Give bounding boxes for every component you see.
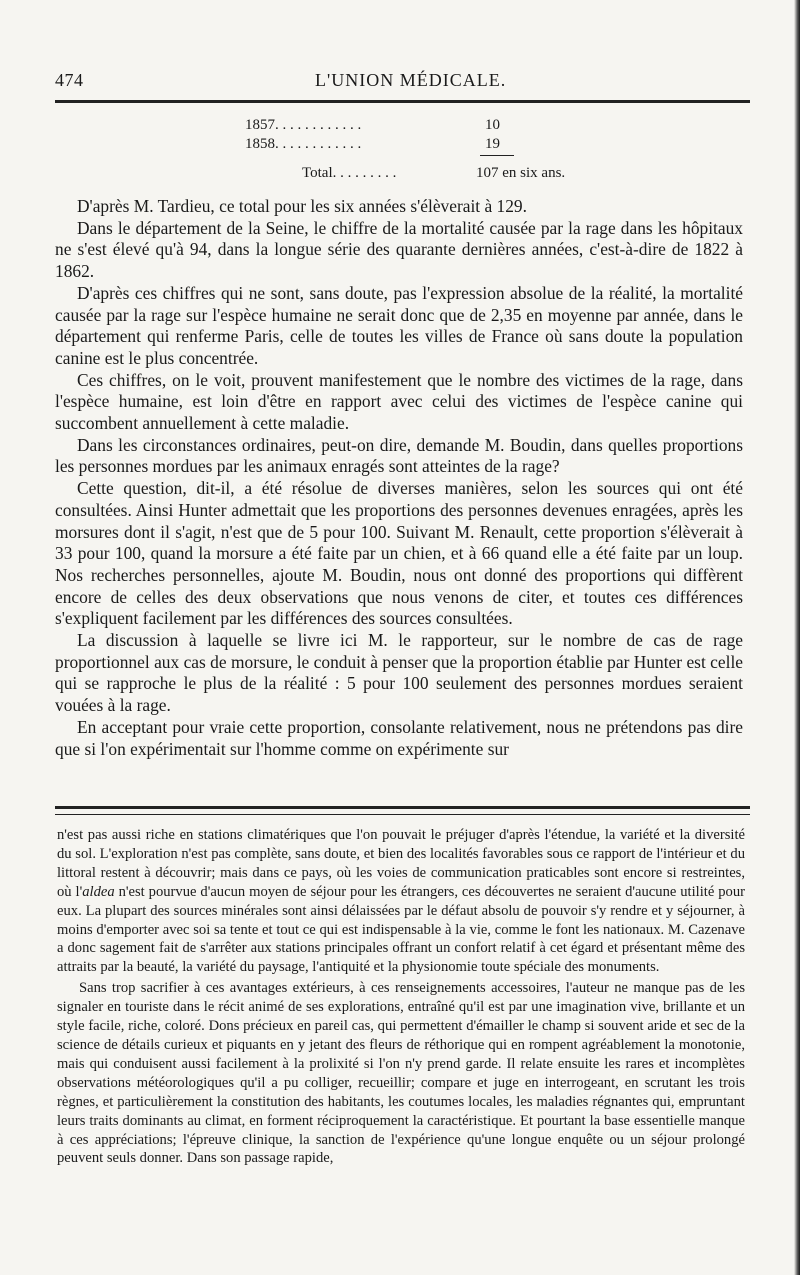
header-rule [55,100,750,103]
feuilleton-text [57,826,745,1168]
stat-value: 10 [485,117,500,133]
stat-row-1858 [245,136,500,153]
page-number: 474 [55,70,84,90]
paragraph: Cette question, dit-il, a été résolue de diverses manières, selon les sources qui ont été consultées. Ainsi Hunter admettait que les proportions des personnes devenues enragées, après les morsures dont il s'agit, n'est que de 5 pour 100. Suivant M. Renault, cette proportion s'élèverait à 33 pour 100, quand la morsure a été faite par un chien, et à 66 quand elle a été faite par un loup. Nos recherches personnelles, ajoute M. Boudin, nous ont donné des proportions qui diffèrent encore de celles des deux observations que nous venons de citer, et toutes ces différences s'expliquent facilement par les différences des sources consultées. [55,478,743,629]
paragraph: D'après ces chiffres qui ne sont, sans doute, pas l'expression absolue de la réalité, la mortalité causée par la rage sur l'espèce humaine ne serait donc que de 2,35 en moyenne par année, dans le département qui renferme Paris, celle de toutes les villes de France où sans doute la population canine est le plus concentrée. [55,282,743,368]
stat-label: 1857. . . . . . . . . . . . [245,117,362,133]
note-paragraph: Sans trop sacrifier à ces avantages extérieurs, à ces renseignements accessoires, l'auteur ne manque pas de les signaler en touriste dans le récit animé de ses explorations, entraîné qu'il est par une imagination vive, brillante et un style facile, riche, coloré. Dons précieux en pareil cas, qui permettent d'émailler le champ si souvent aride et sec de la science de détails curieux et piquants en y jetant des fleurs de réthorique qui en rompent agréablement la monotonie, mais qui conduisent aussi facilement à la prolixité si l'on n'y prend garde. Il relate ensuite les rares et incomplètes observations météorologiques qu'il a pu colliger, recueillir; compare et juge en interrogeant, en scrutant les trois règnes, et particulièrement la constitution des habitants, les coutumes locales, les maladies régnantes qui, empruntant leurs traits dominants au climat, en forment réciproquement la caractéristique. Et pourtant la base essentielle manque à ces appréciations; l'épreuve clinique, la sanction de l'expérience qu'une longue enquête ou un séjour prolongé peuvent seuls donner. Dans son passage rapide, [57,980,745,1167]
stat-row-1857 [245,117,500,134]
note-paragraph [57,826,745,977]
paragraph: Dans les circonstances ordinaires, peut-on dire, demande M. Boudin, dans quelles proportions les personnes mordues par les animaux enragés sont atteintes de la rage? [55,434,743,477]
total-value: 107 en six ans. [476,165,566,181]
stat-label: 1858. . . . . . . . . . . . [245,136,362,152]
paragraph: Ces chiffres, on le voit, prouvent manifestement que le nombre des victimes de la rage, dans l'espèce humaine, est loin d'être en rapport avec celui des victimes de l'espèce canine qui succombent annuellement à cette maladie. [55,369,743,434]
paragraph: D'après M. Tardieu, ce total pour les six années s'élèverait à 129. [77,196,527,216]
stat-value: 19 [485,136,500,152]
page-edge-shadow [794,0,800,1275]
note-text: n'est pas aussi riche en stations climatériques que l'on pouvait le préjuger d'après l'étendue, la variété et la diversité du sol. L'exploration n'est pas complète, sans doute, et bien des localités favorables sous ce rapport de l'intérieur et du littoral restent à découvrir; mais dans ce pays, où les voies de communication praticables sont encore si restreintes, où l' [57,827,745,900]
paragraph: En acceptant pour vraie cette proportion, consolante relativement, nous ne prétendons pas dire que si l'on expérimentait sur l'homme comme on expérimente sur [55,716,743,759]
note-italic-word: aldea [82,883,115,900]
stat-total [302,165,566,182]
total-rule [480,155,514,156]
note-text: n'est pourvue d'aucun moyen de séjour pour les étrangers, ces découvertes ne seraient d'aucune utilité pour eux. La plupart des sources minérales sont ainsi délaissées par le défaut absolu de pouvoir s'y rendre et y séjourner, à moins d'emporter avec soi sa tente et tout ce qui est indispensable à la vie, comme le font les nationaux. M. Cazenave a donc sagement fait de s'arrêter aux stations principales offrant un confort relatif à cet égard et présentant même des attraits par la beauté, la variété du paysage, l'antiquité et la physionomie toute spéciale des monuments. [57,883,745,976]
paragraph: Dans le département de la Seine, le chiffre de la mortalité causée par la rage dans les hôpitaux ne s'est élevé qu'à 94, dans la longue série des quarante dernières années, c'est-à-dire de 1822 à 1862. [55,217,743,282]
total-label: Total. . . . . . . . . [302,165,397,181]
feuilleton-divider [55,806,750,815]
main-text [55,196,743,760]
journal-title: L'UNION MÉDICALE. [315,70,507,90]
page-header [55,64,745,94]
paragraph: La discussion à laquelle se livre ici M. le rapporteur, sur le nombre de cas de rage proportionnel aux cas de morsure, le conduit à penser que la proportion établie par Hunter est celle qui se rapproche le plus de la réalité : 5 pour 100 seulement des personnes mordues seraient vouées à la rage. [55,630,743,716]
